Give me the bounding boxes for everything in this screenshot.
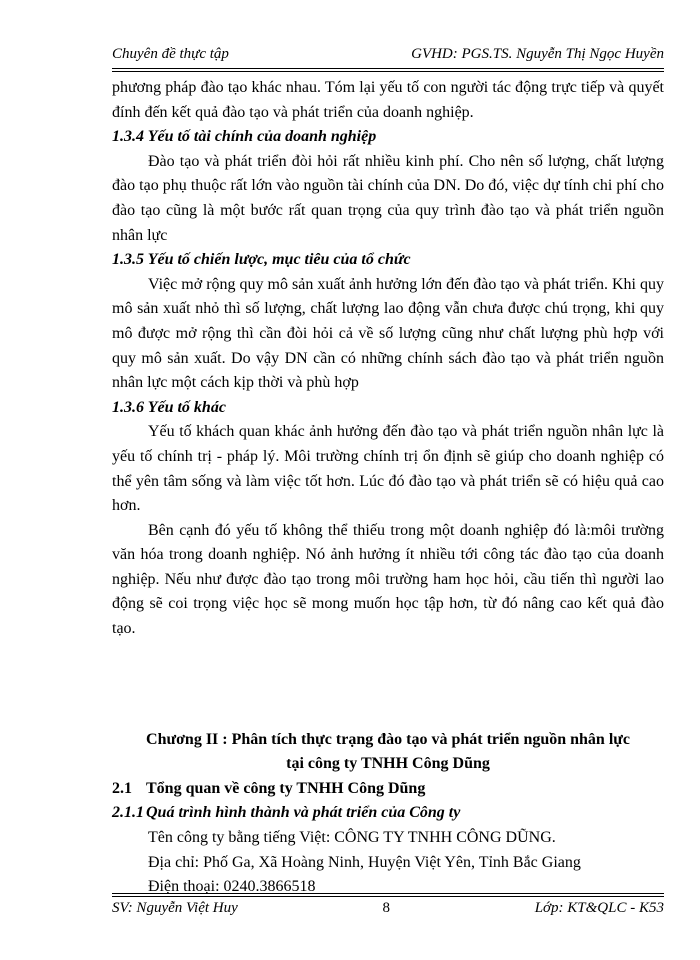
chapter-title-line-1: Chương II : Phân tích thực trạng đào tạo và phát triển nguồn nhân lực <box>146 730 630 748</box>
footer-divider <box>112 893 664 897</box>
header-title: Chuyên đề thực tập <box>112 46 229 62</box>
spacer <box>112 642 664 728</box>
company-address-line: Địa chỉ: Phố Ga, Xã Hoàng Ninh, Huyện Việt Yên, Tỉnh Bắc Giang <box>148 853 581 871</box>
heading-2-1-1-text: Quá trình hình thành và phát triển của Công ty <box>146 804 461 822</box>
heading-2-1-1 <box>112 801 664 826</box>
header-supervisor: GVHD: PGS.TS. Nguyễn Thị Ngọc Huyền <box>411 46 664 62</box>
header-divider <box>112 68 664 72</box>
paragraph-intro: phương pháp đào tạo khác nhau. Tóm lại yếu tố con người tác động trực tiếp và quyết đính đến kết quả đào tạo và phát triển của doanh nghiệp. <box>112 79 664 121</box>
page-body <box>112 76 664 900</box>
paragraph-1-3-6-a: Yếu tố khách quan khác ảnh hưởng đến đào tạo và phát triển nguồn nhân lực là yếu tố chính trị - pháp lý. Môi trường chính trị ổn định sẽ giúp cho doanh nghiệp có thể yên tâm sống và làm việc tốt hơn. Lúc đó đào tạo và phát triển sẽ có hiệu quả cao hơn. <box>112 423 664 515</box>
heading-2-1-number: 2.1 <box>112 779 132 797</box>
heading-2-1-text: Tổng quan về công ty TNHH Công Dũng <box>146 779 426 797</box>
heading-2-1-1-number: 2.1.1 <box>112 804 144 822</box>
chapter-title-line-2: tại công ty TNHH Công Dũng <box>286 755 490 773</box>
paragraph-1-3-5: Việc mở rộng quy mô sản xuất ảnh hưởng lớn đến đào tạo và phát triển. Khi quy mô sản xuất nhỏ thì số lượng, chất lượng lao động vẫn chưa được chú trọng, khi quy mô được mở rộng thì cần đòi hỏi cả về số lượng cũng như chất lượng phù hợp với quy mô sản xuất. Do vậy DN cần có những chính sách đào tạo và phát triển nguồn nhân lực một cách kịp thời và phù hợp <box>112 275 664 392</box>
heading-1-3-4: 1.3.4 Yếu tố tài chính của doanh nghiệp <box>112 128 377 146</box>
heading-1-3-5: 1.3.5 Yếu tố chiến lược, mục tiêu của tổ chức <box>112 251 411 269</box>
footer-class: Lớp: KT&QLC - K53 <box>534 900 664 916</box>
paragraph-1-3-4: Đào tạo và phát triển đòi hỏi rất nhiều kinh phí. Cho nên số lượng, chất lượng đào tạo phụ thuộc rất lớn vào nguồn tài chính của DN. Do đó, việc dự tính chi phí cho đào tạo cũng là một bước rất quan trọng của quy trình đào tạo và phát triển nguồn nhân lực <box>112 152 664 244</box>
paragraph-1-3-6-b: Bên cạnh đó yếu tố không thể thiếu trong một doanh nghiệp đó là:môi trường văn hóa trong doanh nghiệp. Nó ảnh hưởng ít nhiều tới công tác đào tạo của doanh nghiệp. Nếu như được đào tạo trong môi trường ham học hỏi, cầu tiến thì người lao động sẽ coi trọng việc học sẽ mong muốn học tập hơn, từ đó nâng cao kết quả đào tạo. <box>112 521 664 638</box>
heading-2-1 <box>112 777 664 802</box>
footer-student: SV: Nguyễn Việt Huy <box>112 900 238 916</box>
company-name-line: Tên công ty bằng tiếng Việt: CÔNG TY TNHH CÔNG DŨNG. <box>148 829 556 847</box>
page-footer <box>112 898 664 918</box>
heading-1-3-6: 1.3.6 Yếu tố khác <box>112 398 226 416</box>
page-number: 8 <box>382 900 390 916</box>
page-header <box>112 44 664 64</box>
company-phone-line: Điện thoại: 0240.3866518 <box>148 878 316 896</box>
